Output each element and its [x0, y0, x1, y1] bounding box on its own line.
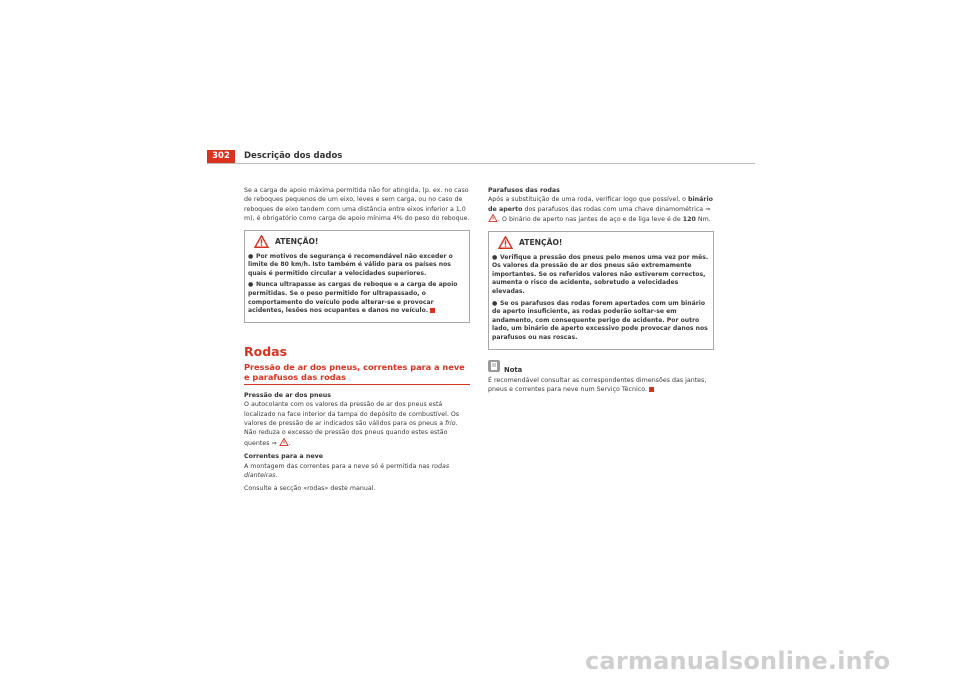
bolts-heading: Parafusos das rodas: [488, 187, 560, 194]
warning-ref-icon[interactable]: [279, 438, 289, 446]
warning-header: [248, 235, 466, 249]
pressure-heading: Pressão de ar dos pneus: [244, 391, 332, 399]
pressure-paragraph: O autocolante com os valores da pressão de ar dos pneus está localizado na face interior da tampa do depósito de combustível. Os valores de pressão de ar indicados são válidos para os pneus a frio. Não reduza o excesso de pressão dos pneus quando estes estão quentes ⇒ .: [244, 401, 460, 447]
warning-item: ● Se os parafusos das rodas forem apertados com um binário de aperto insuficiente, as rodas poderão soltar-se em andamento, com consequente perigo de acidente. Por outro lado, um binário de aperto excessivo pode provocar danos nos parafusos ou nas roscas.: [492, 299, 708, 341]
subsection-title: Pressão de ar dos pneus, correntes para a neve e parafusos das rodas: [244, 362, 470, 385]
left-column: [244, 186, 470, 498]
warning-ref-icon[interactable]: [488, 214, 498, 222]
bullet-icon: ●: [492, 253, 498, 261]
consult-paragraph: Consulte a secção «rodas» deste manual.: [244, 485, 376, 493]
warning-box: [244, 230, 470, 323]
warning-box: [488, 231, 714, 350]
warning-item: ● Verifique a pressão dos pneus pelo menos uma vez por mês. Os valores da pressão de ar dos pneus são extremamente importantes. Se os referidos valores não estiverem correctos, aumenta o risco de acidente, sobretudo a velocidades elevadas.: [492, 253, 709, 295]
bullet-icon: ●: [248, 281, 254, 289]
note-paragraph: É recomendável consultar as correspondentes dimensões das jantes, pneus e correntes para neve num Serviço Técnico.: [488, 376, 707, 394]
watermark: carmanualsonline.info: [585, 647, 891, 675]
warning-item: ● Nunca ultrapasse as cargas de reboque e a carga de apoio permitidas. Se o peso permitido for ultrapassado, o comportamento do veículo pode alterar-se e provocar acidentes, lesões nos ocupantes e danos no veículo.: [248, 281, 458, 315]
section-title: Rodas: [244, 343, 288, 359]
warning-triangle-icon: [254, 235, 269, 248]
warning-triangle-icon: [498, 236, 513, 249]
bullet-icon: ●: [492, 299, 498, 307]
chains-paragraph: A montagem das correntes para a neve só é permitida nas rodas dianteiras.: [244, 462, 450, 480]
warning-title: ATENÇÃO!: [519, 237, 563, 247]
warning-title: ATENÇÃO!: [275, 236, 319, 246]
chains-heading: Correntes para a neve: [244, 453, 324, 461]
note-header: [488, 358, 714, 375]
warning-header: [492, 236, 710, 250]
note-title: Nota: [504, 365, 523, 374]
header-rule: [207, 163, 755, 164]
running-title: Descrição dos dados: [244, 151, 343, 161]
end-mark-icon: [430, 308, 435, 313]
bullet-icon: ●: [248, 252, 254, 260]
warning-item: ● Por motivos de segurança é recomendável não exceder o limite de 80 km/h. Isto também é válido para os países nos quais é permitido circular a velocidades superiores.: [248, 252, 453, 277]
note-icon: [488, 360, 500, 372]
intro-paragraph: Se a carga de apoio máxima permitida não for atingida, (p. ex. no caso de reboques pequenos de um eixo, leves e sem carga, ou no caso de reboques de eixo tandem com uma distância entre eixos inferior a 1,0 m), é obrigatório como carga de apoio mínima 4% do peso do reboque.: [244, 187, 470, 223]
right-column: [488, 186, 714, 399]
bolts-paragraph: Após a substituição de uma roda, verificar logo que possível, o binário de aperto dos parafusos das rodas com uma chave dinamométrica ⇒ . O binário de aperto nas jantes de aço e de liga leve é de 120 Nm.: [488, 196, 713, 224]
page-number: 302: [207, 150, 235, 163]
end-mark-icon: [649, 387, 654, 392]
